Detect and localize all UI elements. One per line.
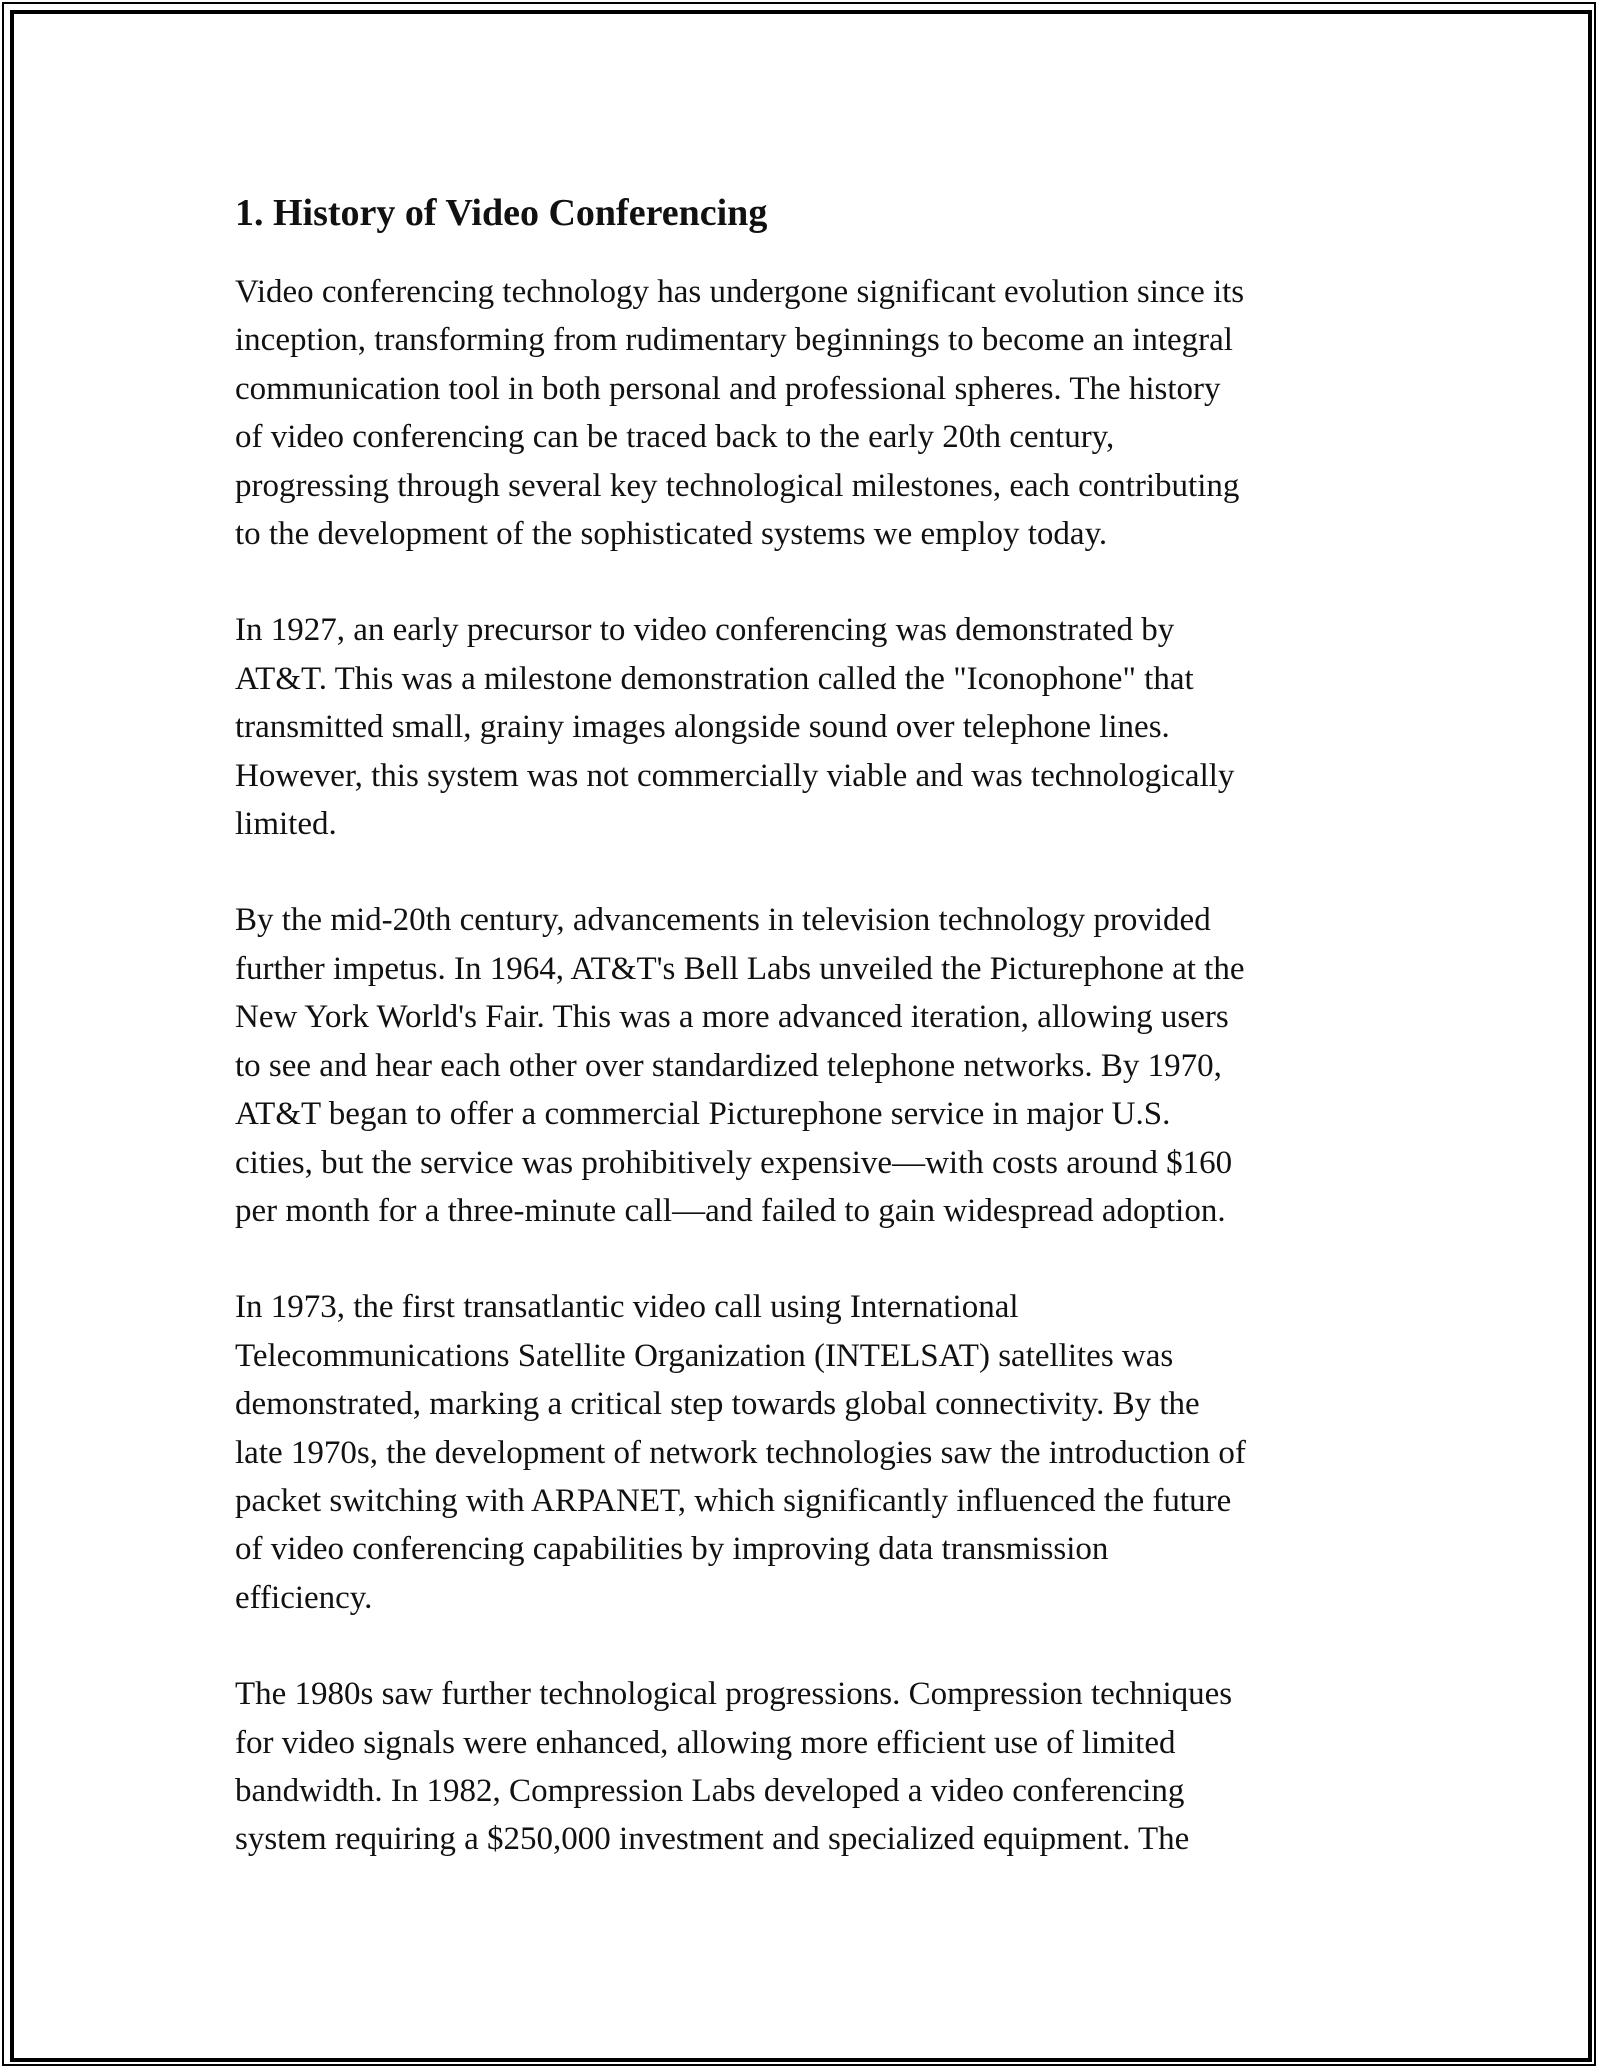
text-line: for video signals were enhanced, allowing more efficient use of limited — [235, 1724, 1176, 1761]
text-line: per month for a three-minute call—and failed to gain widespread adoption. — [235, 1192, 1226, 1229]
text-line: late 1970s, the development of network technologies saw the introduction of — [235, 1434, 1246, 1471]
text-line: bandwidth. In 1982, Compression Labs developed a video conferencing — [235, 1772, 1185, 1809]
text-line: progressing through several key technological milestones, each contributing — [235, 467, 1240, 504]
text-line: packet switching with ARPANET, which significantly influenced the future — [235, 1482, 1232, 1519]
paragraph-intro — [235, 268, 1365, 558]
text-line: By the mid-20th century, advancements in television technology provided — [235, 902, 1211, 939]
text-line: inception, transforming from rudimentary beginnings to become an integral — [235, 322, 1233, 359]
text-line: limited. — [235, 806, 337, 843]
text-line: AT&T. This was a milestone demonstration called the "Iconophone" that — [235, 660, 1194, 697]
text-line: of video conferencing can be traced back to the early 20th century, — [235, 419, 1115, 456]
paragraph-1973 — [235, 1283, 1365, 1622]
text-line: In 1973, the first transatlantic video call using International — [235, 1289, 1019, 1326]
text-line: system requiring a $250,000 investment and specialized equipment. The — [235, 1821, 1190, 1858]
text-line: New York World's Fair. This was a more advanced iteration, allowing users — [235, 999, 1229, 1036]
document-body — [235, 180, 1365, 1912]
text-line: AT&T began to offer a commercial Picturephone service in major U.S. — [235, 1096, 1171, 1133]
text-line: However, this system was not commercially viable and was technologically — [235, 757, 1235, 794]
paragraph-mid-20th-century — [235, 896, 1365, 1235]
text-line: to see and hear each other over standardized telephone networks. By 1970, — [235, 1047, 1222, 1084]
text-line: further impetus. In 1964, AT&T's Bell Labs unveiled the Picturephone at the — [235, 950, 1245, 987]
text-line: Video conferencing technology has undergone significant evolution since its — [235, 274, 1245, 310]
text-line: transmitted small, grainy images alongside sound over telephone lines. — [235, 709, 1170, 746]
text-line: efficiency. — [235, 1579, 373, 1616]
text-line: The 1980s saw further technological progressions. Compression techniques — [235, 1676, 1233, 1713]
text-line: to the development of the sophisticated systems we employ today. — [235, 516, 1108, 553]
text-line: In 1927, an early precursor to video conferencing was demonstrated by — [235, 612, 1175, 649]
paragraph-1927 — [235, 606, 1365, 848]
paragraph-1980s — [235, 1670, 1365, 1864]
text-line: Telecommunications Satellite Organization (INTELSAT) satellites was — [235, 1337, 1174, 1374]
text-line: of video conferencing capabilities by improving data transmission — [235, 1531, 1109, 1568]
section-heading: 1. History of Video Conferencing — [235, 192, 768, 234]
text-line: cities, but the service was prohibitively expensive—with costs around $160 — [235, 1144, 1233, 1181]
text-line: communication tool in both personal and professional spheres. The history — [235, 370, 1221, 407]
text-line: demonstrated, marking a critical step towards global connectivity. By the — [235, 1386, 1200, 1423]
